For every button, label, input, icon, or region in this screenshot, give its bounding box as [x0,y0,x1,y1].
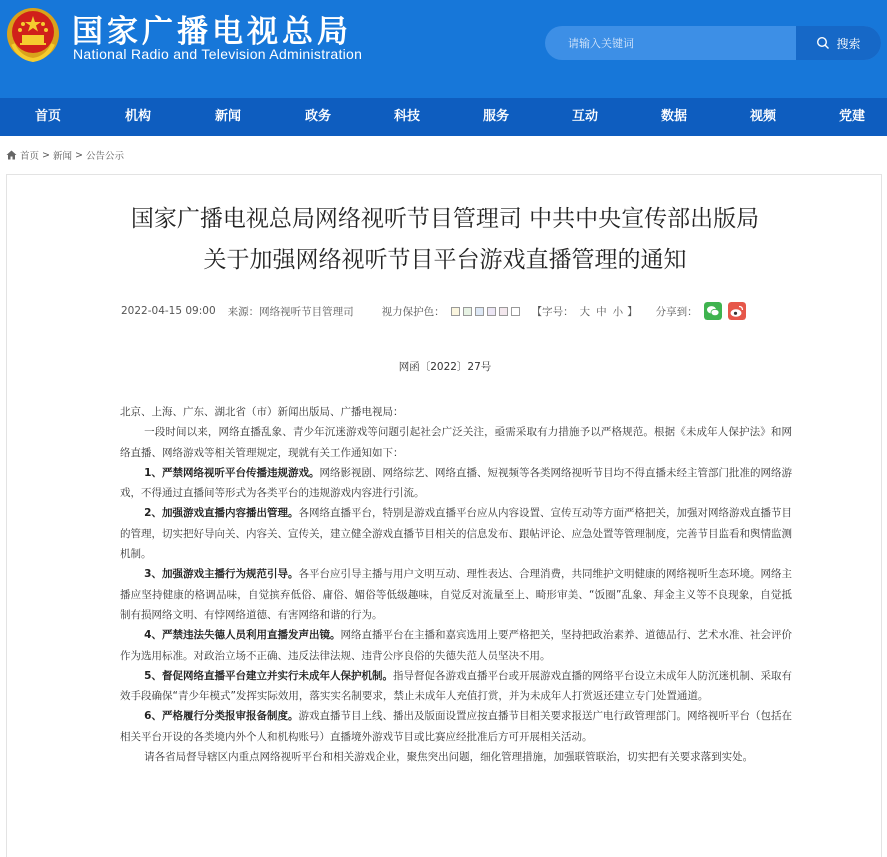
nav-item-services[interactable]: 服务 [482,109,510,124]
article-item-1-body: 网络影视剧、网络综艺、网络直播、短视频等各类网络视听节目均不得直播未经主管部门批准的网络游戏，不得通过直播间等形式为各类平台的违规游戏内容进行引流。 [120,466,793,500]
article-title-line2: 关于加强网络视听节目平台游戏直播管理的通知 [203,247,687,273]
article-item-5-body: 指导督促各游戏直播平台或开展游戏直播的网络平台设立未成年人防沉迷机制、采取有效手段确保“青少年模式”发挥实际效用，落实实名制要求，禁止未成年人充值打赏，并为未成年人打赏返还建立专门处置通道。 [120,669,792,703]
eye-care-swatch-green[interactable] [463,307,472,316]
closing-paragraph: 请各省局督导辖区内重点网络视听平台和相关游戏企业，聚焦突出问题，细化管理措施，加强联管联治，切实把有关要求落到实处。 [144,751,754,764]
document-number: 网函〔2022〕27号 [398,361,492,373]
nav-item-news[interactable]: 新闻 [214,109,242,124]
addressee: 北京、上海、广东、湖北省（市）新闻出版局、广播电视局： [120,406,404,418]
font-size-label: 【字号： [531,305,574,318]
breadcrumb-separator: > [42,149,50,161]
article-item-6-head: 6、严格履行分类报审报备制度。 [144,710,299,723]
article-item-4-body: 网络直播平台在主播和嘉宾选用上要严格把关，坚持把政治素养、道德品行、艺术水准、社会评价作为选用标准。对政治立场不正确、违反法律法规、违背公序良俗的失德失范人员坚决不用。 [120,629,792,662]
eye-care-swatch-pink[interactable] [499,307,508,316]
article-title [7,199,883,281]
article-item-3-head: 3、加强游戏主播行为规范引导。 [144,568,299,581]
nav-item-home[interactable]: 首页 [34,109,62,124]
breadcrumb-home[interactable]: 首页 [20,151,40,162]
search-button[interactable] [796,26,881,60]
nav-item-data[interactable]: 数据 [660,109,688,124]
article-item-1-head: 1、严禁网络视听平台传播违规游戏。 [144,466,320,479]
eye-care-swatch-purple[interactable] [487,307,496,316]
article-meta [121,302,746,320]
article-item-3 [120,564,792,625]
search-input[interactable] [545,26,795,60]
article-item-5-head: 5、督促网络直播平台建立并实行未成年人保护机制。 [144,669,393,682]
article-item-3-body: 各平台应引导主播与用户文明互动、理性表达、合理消费，共同维护文明健康的网络视听生态环境。网络主播应坚持健康的格调品味，自觉摈弃低俗、庸俗、媚俗等低级趣味，自觉反对流量至上、畸形审美、“饭圈”乱象、拜金主义等不良现象，自觉抵制有损网络文明、有悖网络道德、有害网络和谐的行为。 [120,568,793,621]
eye-care-label: 视力保护色： [381,305,445,318]
article-item-5 [120,666,792,707]
article-item-2 [120,503,792,564]
article-item-6-body: 游戏直播节目上线、播出及版面设置应按直播节目相关要求报送广电行政管理部门。网络视听平台（包括在相关平台开设的各类境内外个人和机构账号）直播境外游戏节目或比赛应经批准后方可开展相关活动。 [120,710,793,743]
search-button-label: 搜索 [836,36,861,51]
nav-item-party-building[interactable]: 党建 [838,109,866,124]
article-panel [6,174,882,857]
font-size-close: 】 [627,305,638,318]
wechat-share-icon[interactable] [704,302,722,320]
publish-datetime: 2022-04-15 09:00 [121,305,216,317]
search-icon [816,36,830,50]
nav-item-interaction[interactable]: 互动 [571,109,599,124]
article-body [120,402,792,767]
nav-item-organization[interactable]: 机构 [124,109,152,124]
article-item-6 [120,706,792,747]
article-title-line1: 国家广播电视总局网络视听节目管理司 中共中央宣传部出版局 [130,206,760,232]
eye-care-swatches [451,307,520,316]
nav-item-technology[interactable]: 科技 [393,109,421,124]
article-item-1 [120,463,792,504]
font-size-large[interactable]: 大 [579,305,591,318]
intro-paragraph: 一段时间以来，网络直播乱象、青少年沉迷游戏等问题引起社会广泛关注，亟需采取有力措施予以严格规范。根据《未成年人保护法》和网络直播、网络游戏等相关管理规定，现就有关工作通知如下： [120,426,792,459]
site-title[interactable]: 国家广播电视总局 [72,14,352,50]
article-item-4-head: 4、严禁违法失德人员利用直播发声出镜。 [144,629,341,642]
article-item-2-head: 2、加强游戏直播内容播出管理。 [144,507,299,520]
site-header [0,0,887,98]
article-item-2-body: 各网络直播平台，特别是游戏直播平台应从内容设置、宣传互动等方面严格把关，加强对网络游戏直播节目的管理，切实把好导向关、内容关、宣传关，建立健全游戏直播节目相关的信息发布、跟帖评论、应急处置等管理制度，完善节目监看和舆情监测机制。 [120,507,793,561]
nav-item-video[interactable]: 视频 [749,109,777,124]
home-icon [6,150,17,160]
weibo-share-icon[interactable] [728,302,746,320]
breadcrumb-separator: > [75,149,83,161]
breadcrumb-news[interactable]: 新闻 [52,151,72,162]
main-nav [0,98,887,136]
article-item-4 [120,625,792,666]
breadcrumb-announcements[interactable]: 公告公示 [85,151,124,162]
eye-care-swatch-white[interactable] [511,307,520,316]
share-label: 分享到： [655,305,698,318]
nav-item-government-affairs[interactable]: 政务 [304,109,332,124]
eye-care-swatch-yellow[interactable] [451,307,460,316]
search-box [545,26,881,60]
font-size-medium[interactable]: 中 [596,305,607,318]
national-emblem-icon[interactable] [5,4,61,64]
site-subtitle: National Radio and Television Administration [73,46,363,62]
article-source: 来源：网络视听节目管理司 [227,305,354,318]
font-size-small[interactable]: 小 [612,305,624,318]
eye-care-swatch-blue[interactable] [475,307,484,316]
breadcrumb [6,148,124,162]
